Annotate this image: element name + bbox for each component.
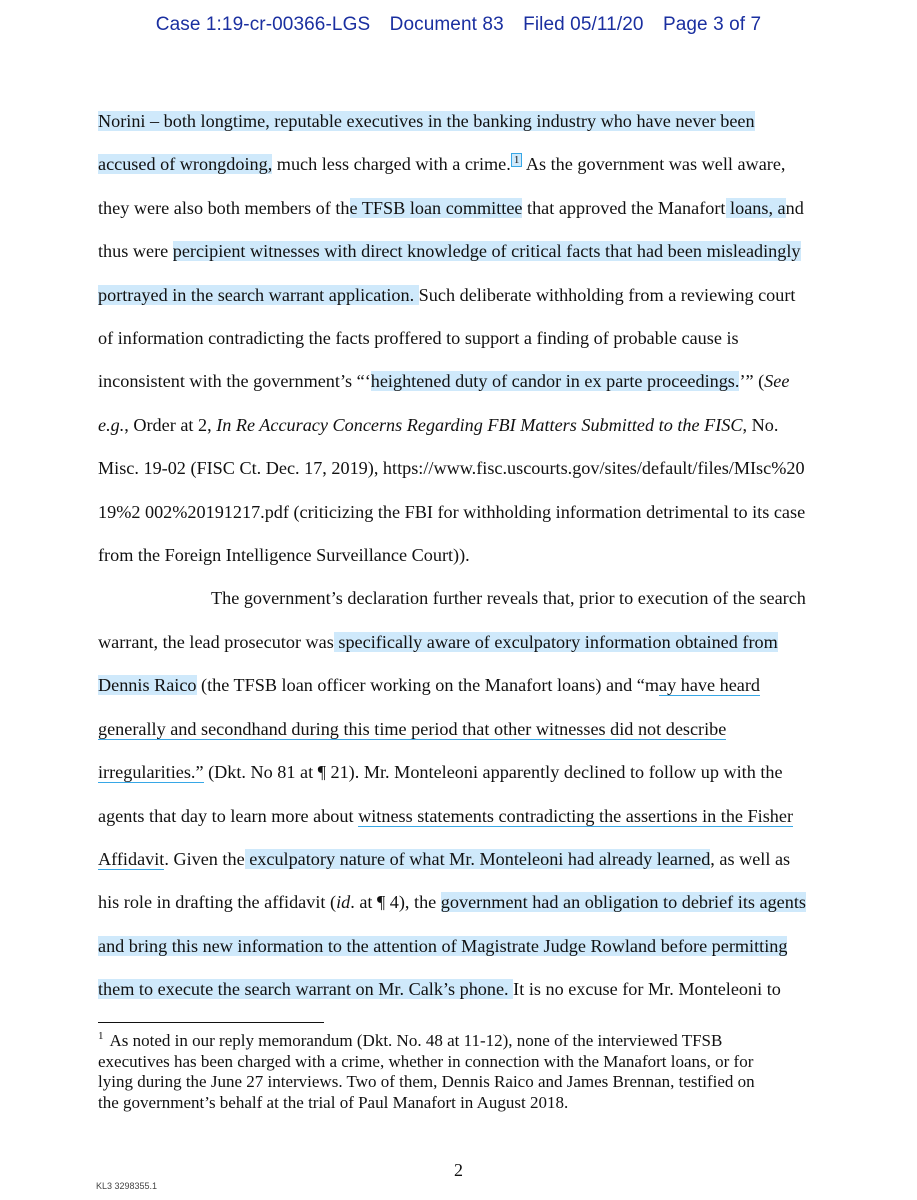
case-citation: In Re Accuracy Concerns Regarding FBI Matters Submitted to the FISC — [216, 414, 743, 435]
footnote — [98, 1031, 838, 1113]
text-line: Misc. 19-02 (FISC Ct. Dec. 17, 2019), https://www.fisc.uscourts.gov/sites/default/files/MIsc%20 — [98, 458, 805, 479]
highlighted-text[interactable]: heightened duty of candor in ex parte proceedings. — [370, 371, 740, 392]
highlighted-text[interactable]: loans, a — [725, 197, 786, 218]
text-line: warrant, the lead prosecutor was specifically aware of exculpatory information obtained from — [98, 631, 778, 652]
filed-date: Filed 05/11/20 — [523, 14, 644, 35]
case-header — [0, 14, 917, 36]
text-line: of information contradicting the facts proffered to support a finding of probable cause is — [98, 328, 739, 349]
text-line — [98, 708, 838, 751]
text-line — [98, 100, 838, 143]
highlighted-text[interactable]: government had an obligation to debrief its agents — [440, 892, 806, 913]
underlined-text[interactable]: witness statements contradicting the assertions in the Fisher — [358, 805, 794, 826]
footnote-line: $^1$ As noted in our reply memorandum (Dkt. No. 48 at 11-12), none of the interviewed TFSB — [98, 1030, 723, 1050]
footnote-number: 1 — [98, 1030, 104, 1043]
highlighted-text[interactable]: accused of wrongdoing, — [98, 154, 273, 175]
text-line: 19%2 002%20191217.pdf (criticizing the FBI for withholding information detrimental to its case — [98, 501, 806, 522]
text-line: Dennis Raico (the TFSB loan officer working on the Manafort loans) and “may have heard — [98, 675, 760, 696]
text-line: The government’s declaration further reveals that, prior to execution of the search — [211, 588, 806, 609]
text-line: portrayed in the search warrant application. Such deliberate withholding from a reviewing court — [98, 284, 796, 305]
case-number: Case 1:19-cr-00366-LGS — [155, 14, 371, 35]
text-line: agents that day to learn more about witness statements contradicting the assertions in the Fisher — [98, 805, 794, 826]
text-line: irregularities.” (Dkt. No 81 at ¶ 21). Mr. Monteleoni apparently declined to follow up with the — [98, 762, 783, 783]
text-line: they were also both members of the TFSB loan committee that approved the Manafort loans, and — [98, 197, 804, 218]
text-line — [98, 925, 838, 968]
document-id: KL3 3298355.1 — [96, 1181, 158, 1191]
highlighted-text[interactable]: and bring this new information to the attention of Magistrate Judge Rowland before permitting — [98, 935, 788, 956]
underlined-text[interactable]: generally and secondhand during this time period that other witnesses did not describe — [98, 718, 727, 739]
footnote-line: lying during the June 27 interviews. Two of them, Dennis Raico and James Brennan, testified on — [98, 1072, 755, 1091]
body-text — [98, 100, 838, 1012]
page-indicator: Page 3 of 7 — [662, 14, 762, 35]
underlined-text[interactable]: ay have heard — [659, 675, 760, 696]
page-number: 2 — [454, 1160, 463, 1180]
highlighted-text[interactable]: them to execute the search warrant on Mr. Calk’s phone. — [98, 979, 514, 1000]
underlined-text[interactable]: Affidavit — [98, 848, 165, 869]
text-line: them to execute the search warrant on Mr. Calk’s phone. It is no excuse for Mr. Monteleoni to — [98, 979, 781, 1000]
footnote-line: executives has been charged with a crime, whether in connection with the Manafort loans, or for — [98, 1051, 754, 1071]
footnote-ref[interactable]: 1 — [511, 153, 523, 167]
text-line: Affidavit. Given the exculpatory nature of what Mr. Monteleoni had already learned, as well as — [98, 848, 791, 869]
highlighted-text[interactable]: e TFSB loan committee — [349, 197, 523, 218]
footnote-divider — [98, 1022, 324, 1023]
highlighted-text[interactable]: specifically aware of exculpatory information obtained from — [333, 631, 778, 652]
highlighted-text[interactable]: exculpatory nature of what Mr. Monteleoni had already learned — [244, 848, 711, 869]
highlighted-text[interactable]: Norini – both longtime, reputable executives in the banking industry who have never been — [98, 111, 755, 131]
underlined-text[interactable]: irregularities.” — [98, 762, 204, 783]
text-line: thus were percipient witnesses with direct knowledge of critical facts that had been misleadingly — [98, 241, 801, 262]
document-number: Document 83 — [389, 14, 504, 35]
footnote-line: the government’s behalf at the trial of Paul Manafort in August 2018. — [98, 1092, 569, 1112]
text-line: from the Foreign Intelligence Surveillance Court)). — [98, 545, 470, 566]
highlighted-text[interactable]: percipient witnesses with direct knowledge of critical facts that had been misleadingly — [172, 241, 801, 262]
highlighted-text[interactable]: portrayed in the search warrant application. — [98, 284, 419, 305]
text-line: accused of wrongdoing, much less charged with a crime. $^1$ As the government was well aware, — [98, 154, 786, 175]
text-line: e.g., Order at 2, In Re Accuracy Concerns Regarding FBI Matters Submitted to the FISC, No. — [98, 414, 779, 435]
text-line: his role in drafting the affidavit (id. at ¶ 4), the government had an obligation to debrief its agents — [98, 892, 806, 913]
text-line: inconsistent with the government’s “‘heightened duty of candor in ex parte proceedings.’” (See — [98, 371, 790, 392]
highlighted-text[interactable]: Dennis Raico — [98, 675, 197, 696]
